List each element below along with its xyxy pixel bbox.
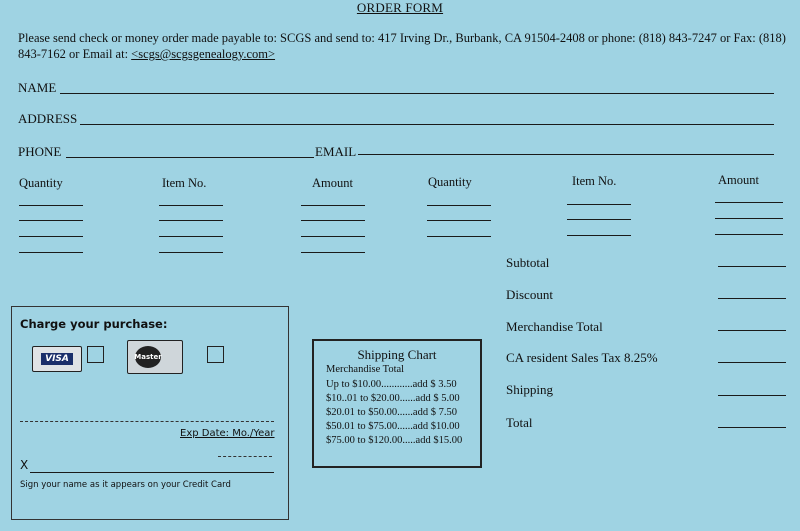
amt1-line-2[interactable] — [301, 220, 365, 221]
shipping-row — [326, 420, 476, 434]
merchandise-total-label: Merchandise Total — [506, 319, 603, 334]
qty1-line-2[interactable] — [19, 220, 83, 221]
col-item-1: Item No. — [162, 176, 207, 190]
form-title: ORDER FORM — [356, 0, 444, 15]
col-amount-1: Amount — [312, 176, 353, 190]
total-field[interactable] — [718, 427, 786, 428]
shipping-chart-title: Shipping Chart — [357, 347, 437, 362]
shipping-chart-subtitle: Merchandise Total — [326, 364, 405, 375]
exp-date-label: Exp Date: Mo./Year — [180, 428, 275, 439]
subtotal-field[interactable] — [718, 266, 786, 267]
shipping-label: Shipping — [506, 382, 553, 397]
col-quantity-2: Quantity — [428, 175, 472, 189]
name-label: NAME — [18, 80, 57, 95]
shipping-range: Up to $10.00............ — [326, 379, 413, 390]
visa-checkbox[interactable] — [87, 346, 104, 363]
sales-tax-label: CA resident Sales Tax 8.25% — [506, 350, 658, 365]
signature-instruction: Sign your name as it appears on your Credit Card — [20, 480, 231, 490]
amt1-line-3[interactable] — [301, 236, 365, 237]
phone-label: PHONE — [18, 144, 62, 159]
col-quantity-1: Quantity — [19, 176, 63, 190]
shipping-add: add $ 7.50 — [412, 407, 457, 418]
mastercard-logo — [127, 340, 183, 374]
item1-line-2[interactable] — [159, 220, 223, 221]
address-label: ADDRESS — [18, 111, 78, 126]
card-number-field[interactable] — [20, 421, 274, 422]
shipping-add: add $10.00 — [412, 421, 460, 432]
intro-body: Please send check or money order made payable to: SCGS and send to: 417 Irving Dr., Burbank, CA 91504-2408 or phone: (818) 843-7247 or Fax: (818) 843-7162 or Email at: — [18, 31, 786, 61]
visa-text: VISA — [41, 353, 73, 365]
col-item-2: Item No. — [572, 174, 617, 188]
qty1-line-4[interactable] — [19, 252, 83, 253]
email-link[interactable]: <scgs@scgsgenealogy.com> — [131, 47, 276, 61]
shipping-row — [326, 378, 476, 392]
shipping-add: add $ 3.50 — [412, 379, 457, 390]
discount-label: Discount — [506, 287, 553, 302]
exp-date-field[interactable] — [218, 456, 272, 457]
mastercard-checkbox[interactable] — [207, 346, 224, 363]
item2-line-2[interactable] — [567, 219, 631, 220]
shipping-range: $20.01 to $50.00...... — [326, 407, 413, 418]
amt1-line-1[interactable] — [301, 205, 365, 206]
item2-line-3[interactable] — [567, 235, 631, 236]
shipping-range: $75.00 to $120.00..... — [326, 435, 416, 446]
subtotal-label: Subtotal — [506, 255, 550, 270]
mastercard-text: Master — [135, 346, 161, 368]
col-amount-2: Amount — [718, 173, 759, 187]
email-label: EMAIL — [315, 144, 357, 159]
visa-logo — [32, 346, 82, 372]
amt1-line-4[interactable] — [301, 252, 365, 253]
qty2-line-1[interactable] — [427, 205, 491, 206]
shipping-add: add $ 5.00 — [415, 393, 460, 404]
shipping-range: $10..01 to $20.00...... — [326, 393, 416, 404]
item1-line-4[interactable] — [159, 252, 223, 253]
address-field[interactable] — [80, 124, 774, 125]
shipping-field[interactable] — [718, 395, 786, 396]
email-field[interactable] — [358, 154, 774, 155]
shipping-row — [326, 392, 476, 406]
charge-title: Charge your purchase: — [20, 317, 168, 331]
merchandise-total-field[interactable] — [718, 330, 786, 331]
shipping-row — [326, 434, 476, 448]
item2-line-1[interactable] — [567, 204, 631, 205]
signature-x: X — [20, 458, 29, 472]
qty2-line-3[interactable] — [427, 236, 491, 237]
qty1-line-1[interactable] — [19, 205, 83, 206]
shipping-add: add $15.00 — [415, 435, 463, 446]
item1-line-1[interactable] — [159, 205, 223, 206]
shipping-range: $50.01 to $75.00...... — [326, 421, 413, 432]
shipping-row — [326, 406, 476, 420]
discount-field[interactable] — [718, 298, 786, 299]
sales-tax-field[interactable] — [718, 362, 786, 363]
phone-field[interactable] — [66, 157, 314, 158]
name-field[interactable] — [60, 93, 774, 94]
shipping-rows — [326, 378, 476, 448]
total-label: Total — [506, 415, 533, 430]
intro-text — [18, 30, 788, 62]
amt2-line-2[interactable] — [715, 218, 783, 219]
qty1-line-3[interactable] — [19, 236, 83, 237]
signature-field[interactable] — [30, 472, 274, 473]
item1-line-3[interactable] — [159, 236, 223, 237]
amt2-line-3[interactable] — [715, 234, 783, 235]
qty2-line-2[interactable] — [427, 220, 491, 221]
amt2-line-1[interactable] — [715, 202, 783, 203]
